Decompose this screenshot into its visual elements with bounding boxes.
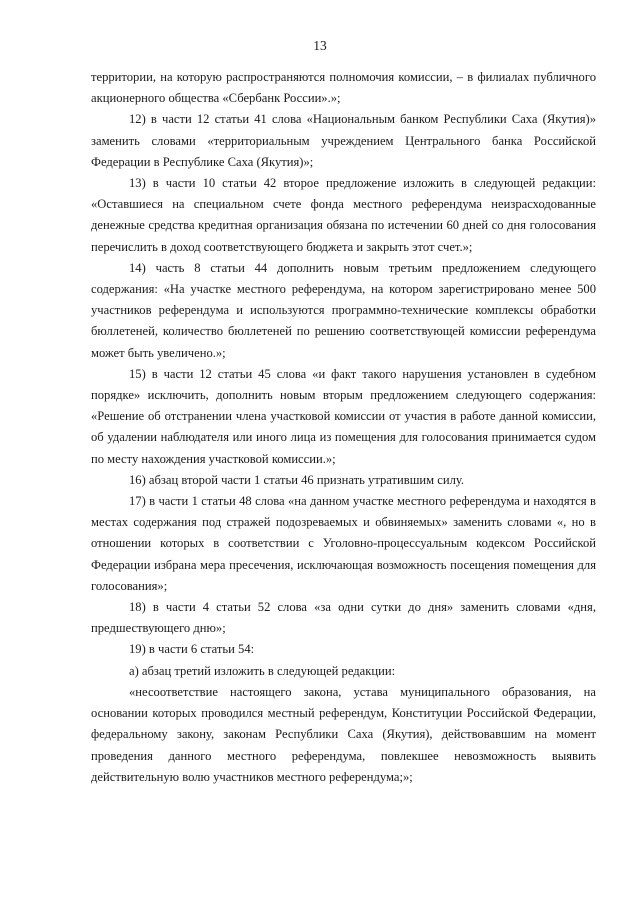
paragraph-item-16: 16) абзац второй части 1 статьи 46 признать утратившим силу.	[129, 472, 465, 487]
paragraph-subitem-a: а) абзац третий изложить в следующей редакции:	[129, 663, 396, 678]
paragraph-item-14: 14) часть 8 статьи 44 дополнить новым третьим предложением следующего содержания: «На участке местного референдума, на котором зарегистрировано менее 500 участников референдума и используются программно-технические комплексы обработки бюллетеней, количество бюллетеней по решению соответствующей комиссии референдума может быть увеличено.»;	[91, 260, 596, 360]
paragraph-item-15: 15) в части 12 статьи 45 слова «и факт такого нарушения установлен в судебном порядке» исключить, дополнить новым вторым предложением следующего содержания: «Решение об отстранении члена участковой комиссии от участия в работе данной комиссии, об удалении наблюдателя или иного лица из помещения для голосования принимается судом по месту нахождения участковой комиссии.»;	[91, 366, 596, 466]
paragraph-item-19: 19) в части 6 статьи 54:	[129, 642, 255, 657]
paragraph-item-12: 12) в части 12 статьи 41 слова «Национальным банком Республики Саха (Якутия)» заменить словами «территориальным учреждением Центрального банка Российской Федерации в Республике Саха (Якутия)»;	[91, 112, 596, 169]
paragraph-item-13: 13) в части 10 статьи 42 второе предложение изложить в следующей редакции: «Оставшиеся на специальном счете фонда местного референдума неизрасходованные денежные средства кредитная организация обязана по истечении 60 дней со дня голосования перечислить в доход соответствующего бюджета и закрыть этот счет.»;	[91, 176, 596, 254]
paragraph-item-17: 17) в части 1 статьи 48 слова «на данном участке местного референдума и находятся в местах содержания под стражей подозреваемых и обвиняемых» заменить словами «, но в отношении которых в соответствии с Уголовно-процессуальным кодексом Российской Федерации избрана мера пресечения, исключающая возможность посещения помещения для голосования»;	[91, 494, 596, 593]
paragraph-quote: «несоответствие настоящего закона, устава муниципального образования, на основании которых проводился местный референдум, Конституции Российской Федерации, федеральному закону, законам Республики Саха (Якутия), действовавшим на момент проведения данного местного референдума, повлекшее невозможность выявить действительную волю участников местного референдума;»;	[91, 684, 596, 784]
paragraph-continuation: территории, на которую распространяются полномочия комиссии, – в филиалах публичного акционерного общества «Сбербанк России».»;	[91, 70, 596, 106]
paragraph-item-18: 18) в части 4 статьи 52 слова «за одни сутки до дня» заменить словами «дня, предшествующего дню»;	[91, 600, 596, 636]
document-body	[91, 67, 596, 788]
page-number: 13	[313, 38, 327, 53]
